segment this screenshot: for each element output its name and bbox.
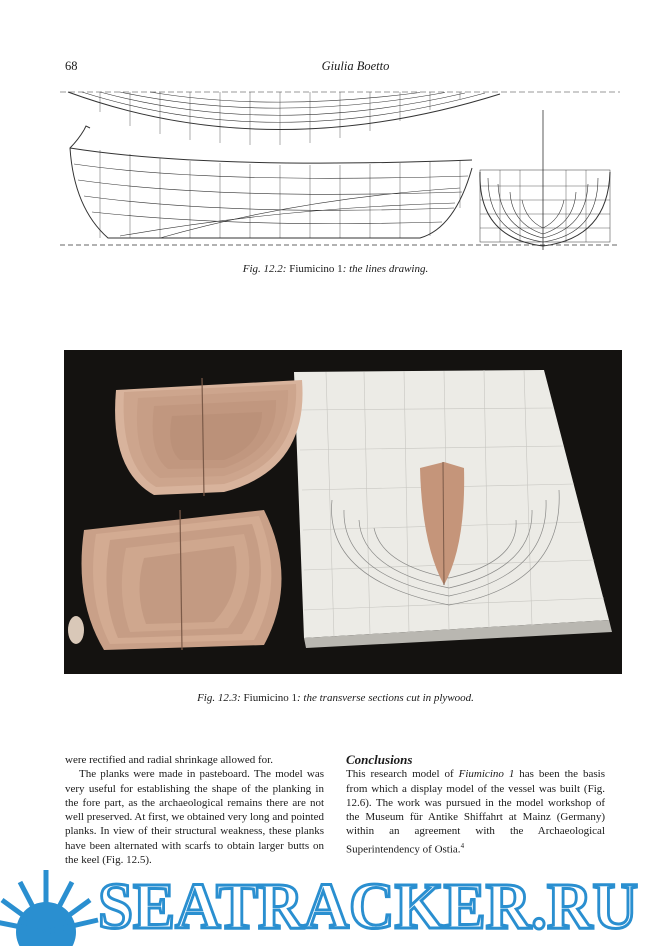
- paragraph: This research model of Fiumicino 1 has been the basis from which a display model of the vessel was built (Fig. 12.6). The work was pursued in the model workshop of the Museum für Antike Shiffahrt at Mainz (Germany) within an agreement with the Archaeological Superintendency of Ostia.$^4$: [346, 768, 605, 856]
- vessel-name: Fiumicino 1: [458, 768, 515, 781]
- right-text-column: [346, 753, 605, 857]
- watermark-text: SEATRACKER.RU: [98, 870, 638, 943]
- plywood-sections-photo: [64, 350, 622, 674]
- figure-caption-lines: Fig. 12.2: Fiumicino 1: the lines drawing.: [242, 263, 429, 275]
- paragraph: The planks were made in pasteboard. The model was very useful for establishing the shape of the planking in the fore part, as the archaeological remains there are not well preserved. At first, we obtained very long and pointed planks. In view of their structural weakness, these planks have been alternated with scarfs to obtain larger butts on the keel (Fig. 12.5).: [65, 768, 324, 867]
- watermark: [0, 862, 671, 946]
- figure-caption-plywood: Fig. 12.3: Fiumicino 1: the transverse sections cut in plywood.: [197, 692, 474, 704]
- paragraph: were rectified and radial shrinkage allowed for.: [65, 754, 273, 766]
- footnote-ref: 4: [460, 841, 465, 850]
- sun-logo-icon: [0, 870, 98, 946]
- section-heading: Conclusions: [346, 752, 413, 767]
- left-text-column: [65, 753, 324, 867]
- lines-drawing-figure: [60, 88, 620, 256]
- running-head-author: Giulia Boetto: [321, 59, 390, 73]
- page-number: 68: [65, 59, 78, 73]
